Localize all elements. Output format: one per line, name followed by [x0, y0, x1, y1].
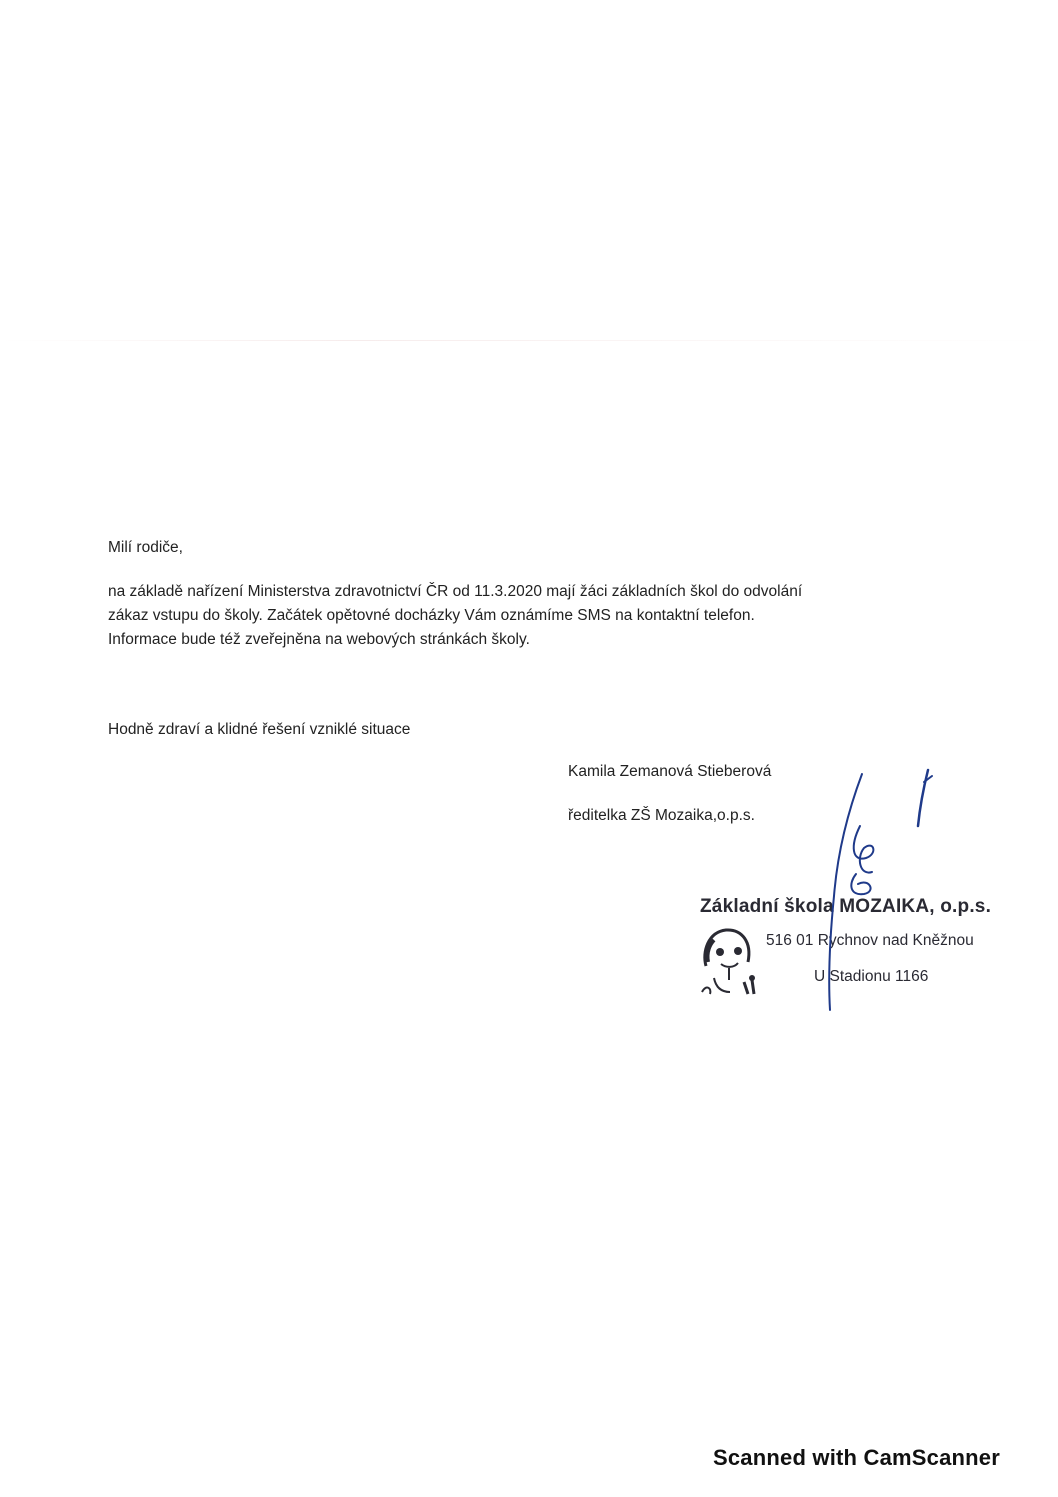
- letter-body-line: zákaz vstupu do školy. Začátek opětovné docházky Vám oznámíme SMS na kontaktní telefon.: [108, 607, 755, 624]
- letter-closing: Hodně zdraví a klidné řešení vzniklé situace: [108, 721, 411, 738]
- scan-artifact-line: [0, 340, 1058, 341]
- signatory-name: Kamila Zemanová Stieberová: [568, 763, 772, 780]
- stamp-address-line2: U Stadionu 1166: [814, 968, 929, 985]
- signatory-role: ředitelka ZŠ Mozaika,o.p.s.: [568, 807, 755, 824]
- letter-body-line: Informace bude též zveřejněna na webových stránkách školy.: [108, 631, 530, 648]
- school-logo-icon: [696, 922, 762, 1000]
- camscanner-watermark: Scanned with CamScanner: [712, 1445, 1000, 1470]
- letter-greeting: Milí rodiče,: [108, 539, 183, 556]
- stamp-title: Základní škola MOZAIKA, o.p.s.: [700, 896, 992, 917]
- handwritten-signature: [800, 766, 950, 1016]
- letter-body-line: na základě nařízení Ministerstva zdravotnictví ČR od 11.3.2020 mají žáci základních škol do odvolání: [108, 583, 803, 600]
- stamp-address-line1: 516 01 Rychnov nad Kněžnou: [766, 932, 974, 949]
- letter-body: [108, 580, 802, 652]
